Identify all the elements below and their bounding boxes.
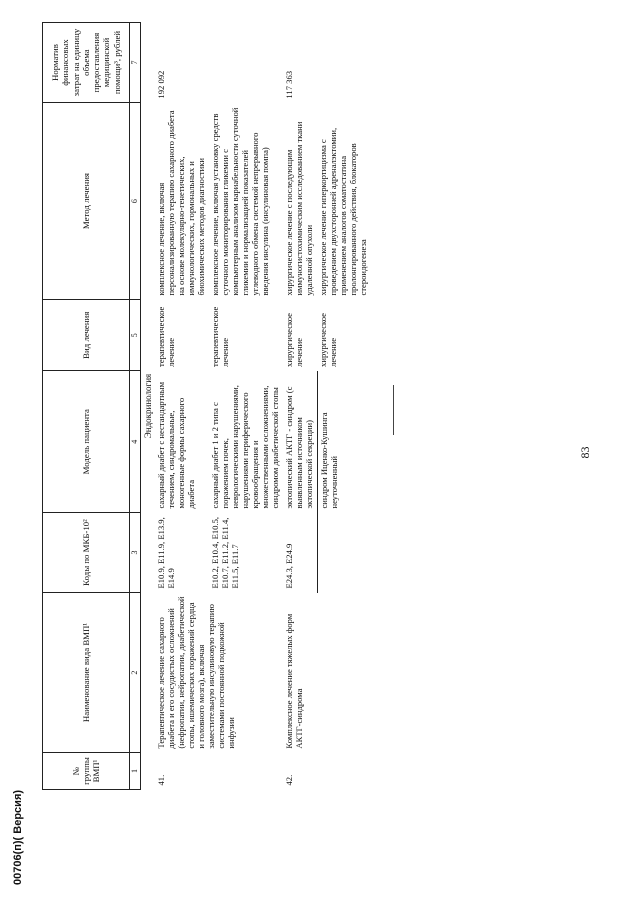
patient-model: сахарный диабет 1 и 2 типа с поражением почек, неврологическими нарушениями, нарушениями периферического кровообращения и множественными осложнениями, синдромом диабетической стопы: [210, 385, 281, 509]
vmp-table: [42, 22, 371, 790]
treatment-type: хирургическое лечение: [318, 313, 339, 367]
treatment-method: хирургическое лечение гиперкортицизма с проведением двухсторонней адреналэктомии, применением аналогов соматостатина пролонгированного действия, блокаторов стероидогенеза: [318, 127, 369, 296]
vmp-name: Комплексное лечение тяжелых форм АКТГ-синдрома: [284, 613, 305, 749]
icd-codes: E10.9, E11.9, E13.9, E14.9: [156, 517, 177, 589]
header-treatment-method: Метод лечения: [43, 103, 130, 300]
document-footer: 00706(п)( Версия): [12, 789, 24, 885]
header-treatment-type: Вид лечения: [43, 300, 130, 371]
patient-model: сахарный диабет с нестандартным течением, синдромальные, моногенные формы сахарного диабета: [156, 381, 197, 509]
treatment-method: хирургическое лечение с последующим иммуногистохимическим исследованием ткани удаленной опухоли: [284, 121, 314, 296]
treatment-type: хирургическое лечение: [284, 313, 305, 367]
header-group-number: № группы ВМП¹: [43, 753, 130, 790]
header-icd-codes: Коды по МКБ-10²: [43, 513, 130, 593]
cost-norm: 192 092: [156, 70, 167, 99]
icd-codes: E10.2, E10.4, E10.5, E10.7, E11.2, E11.4, E11.5, E11.7: [210, 516, 241, 589]
group-number: 41.: [156, 774, 167, 786]
section-row: [141, 23, 156, 790]
treatment-method: комплексное лечение, включая персонализированную терапию сахарного диабета на основе молекулярно-генетических, иммунологических, гормональных и биохимических методов диагностики: [156, 110, 207, 296]
column-number: 3: [130, 513, 141, 593]
page-number: 83: [578, 446, 592, 459]
section-title: Эндокринология: [143, 373, 153, 439]
table-row: [283, 23, 317, 790]
group-number: 42.: [284, 774, 295, 786]
header-vmp-name: Наименование вида ВМП¹: [43, 593, 130, 753]
cost-norm: 117 363: [284, 70, 295, 99]
header-patient-model: Модель пациента: [43, 371, 130, 513]
icd-codes: [317, 513, 371, 593]
divider: [393, 385, 394, 435]
column-number: 6: [130, 103, 141, 300]
header-cost-norm: Норматив финансовых затрат на единицу объема предоставления медицинской помощи³, рублей: [43, 23, 130, 103]
column-number: 5: [130, 300, 141, 371]
column-number: 4: [130, 371, 141, 513]
column-number: 7: [130, 23, 141, 103]
table-header-row: [43, 23, 130, 790]
patient-model: синдром Иценко-Кушинга неуточненный: [317, 371, 371, 513]
treatment-type: терапевтическое лечение: [210, 306, 231, 367]
treatment-type: терапевтическое лечение: [156, 306, 177, 367]
table-row: [155, 23, 209, 790]
treatment-method: комплексное лечение, включая установку средств суточного мониторирования гликемии с компьютерным анализом вариабельности суточной гликемии и нормализацией показателей углеводного обмена системой непрерывного введения инсулина (инсулиновая помпа): [210, 107, 271, 296]
vmp-name: Терапевтическое лечение сахарного диабета и его сосудистых осложнений (нефропатии, нейропатии, диабетической стопы, ишемических поражений сердца и головного мозга), включая заместительную инсулиновую терапию системами постоянной подкожной инфузии: [156, 596, 237, 749]
column-number: 2: [130, 593, 141, 753]
column-number: 1: [130, 753, 141, 790]
column-number-row: [130, 23, 141, 790]
icd-codes: E24.3, E24.9: [284, 543, 295, 589]
patient-model: эктопический АКТГ - синдром (с выявленным источником эктопической секреции): [284, 386, 314, 509]
